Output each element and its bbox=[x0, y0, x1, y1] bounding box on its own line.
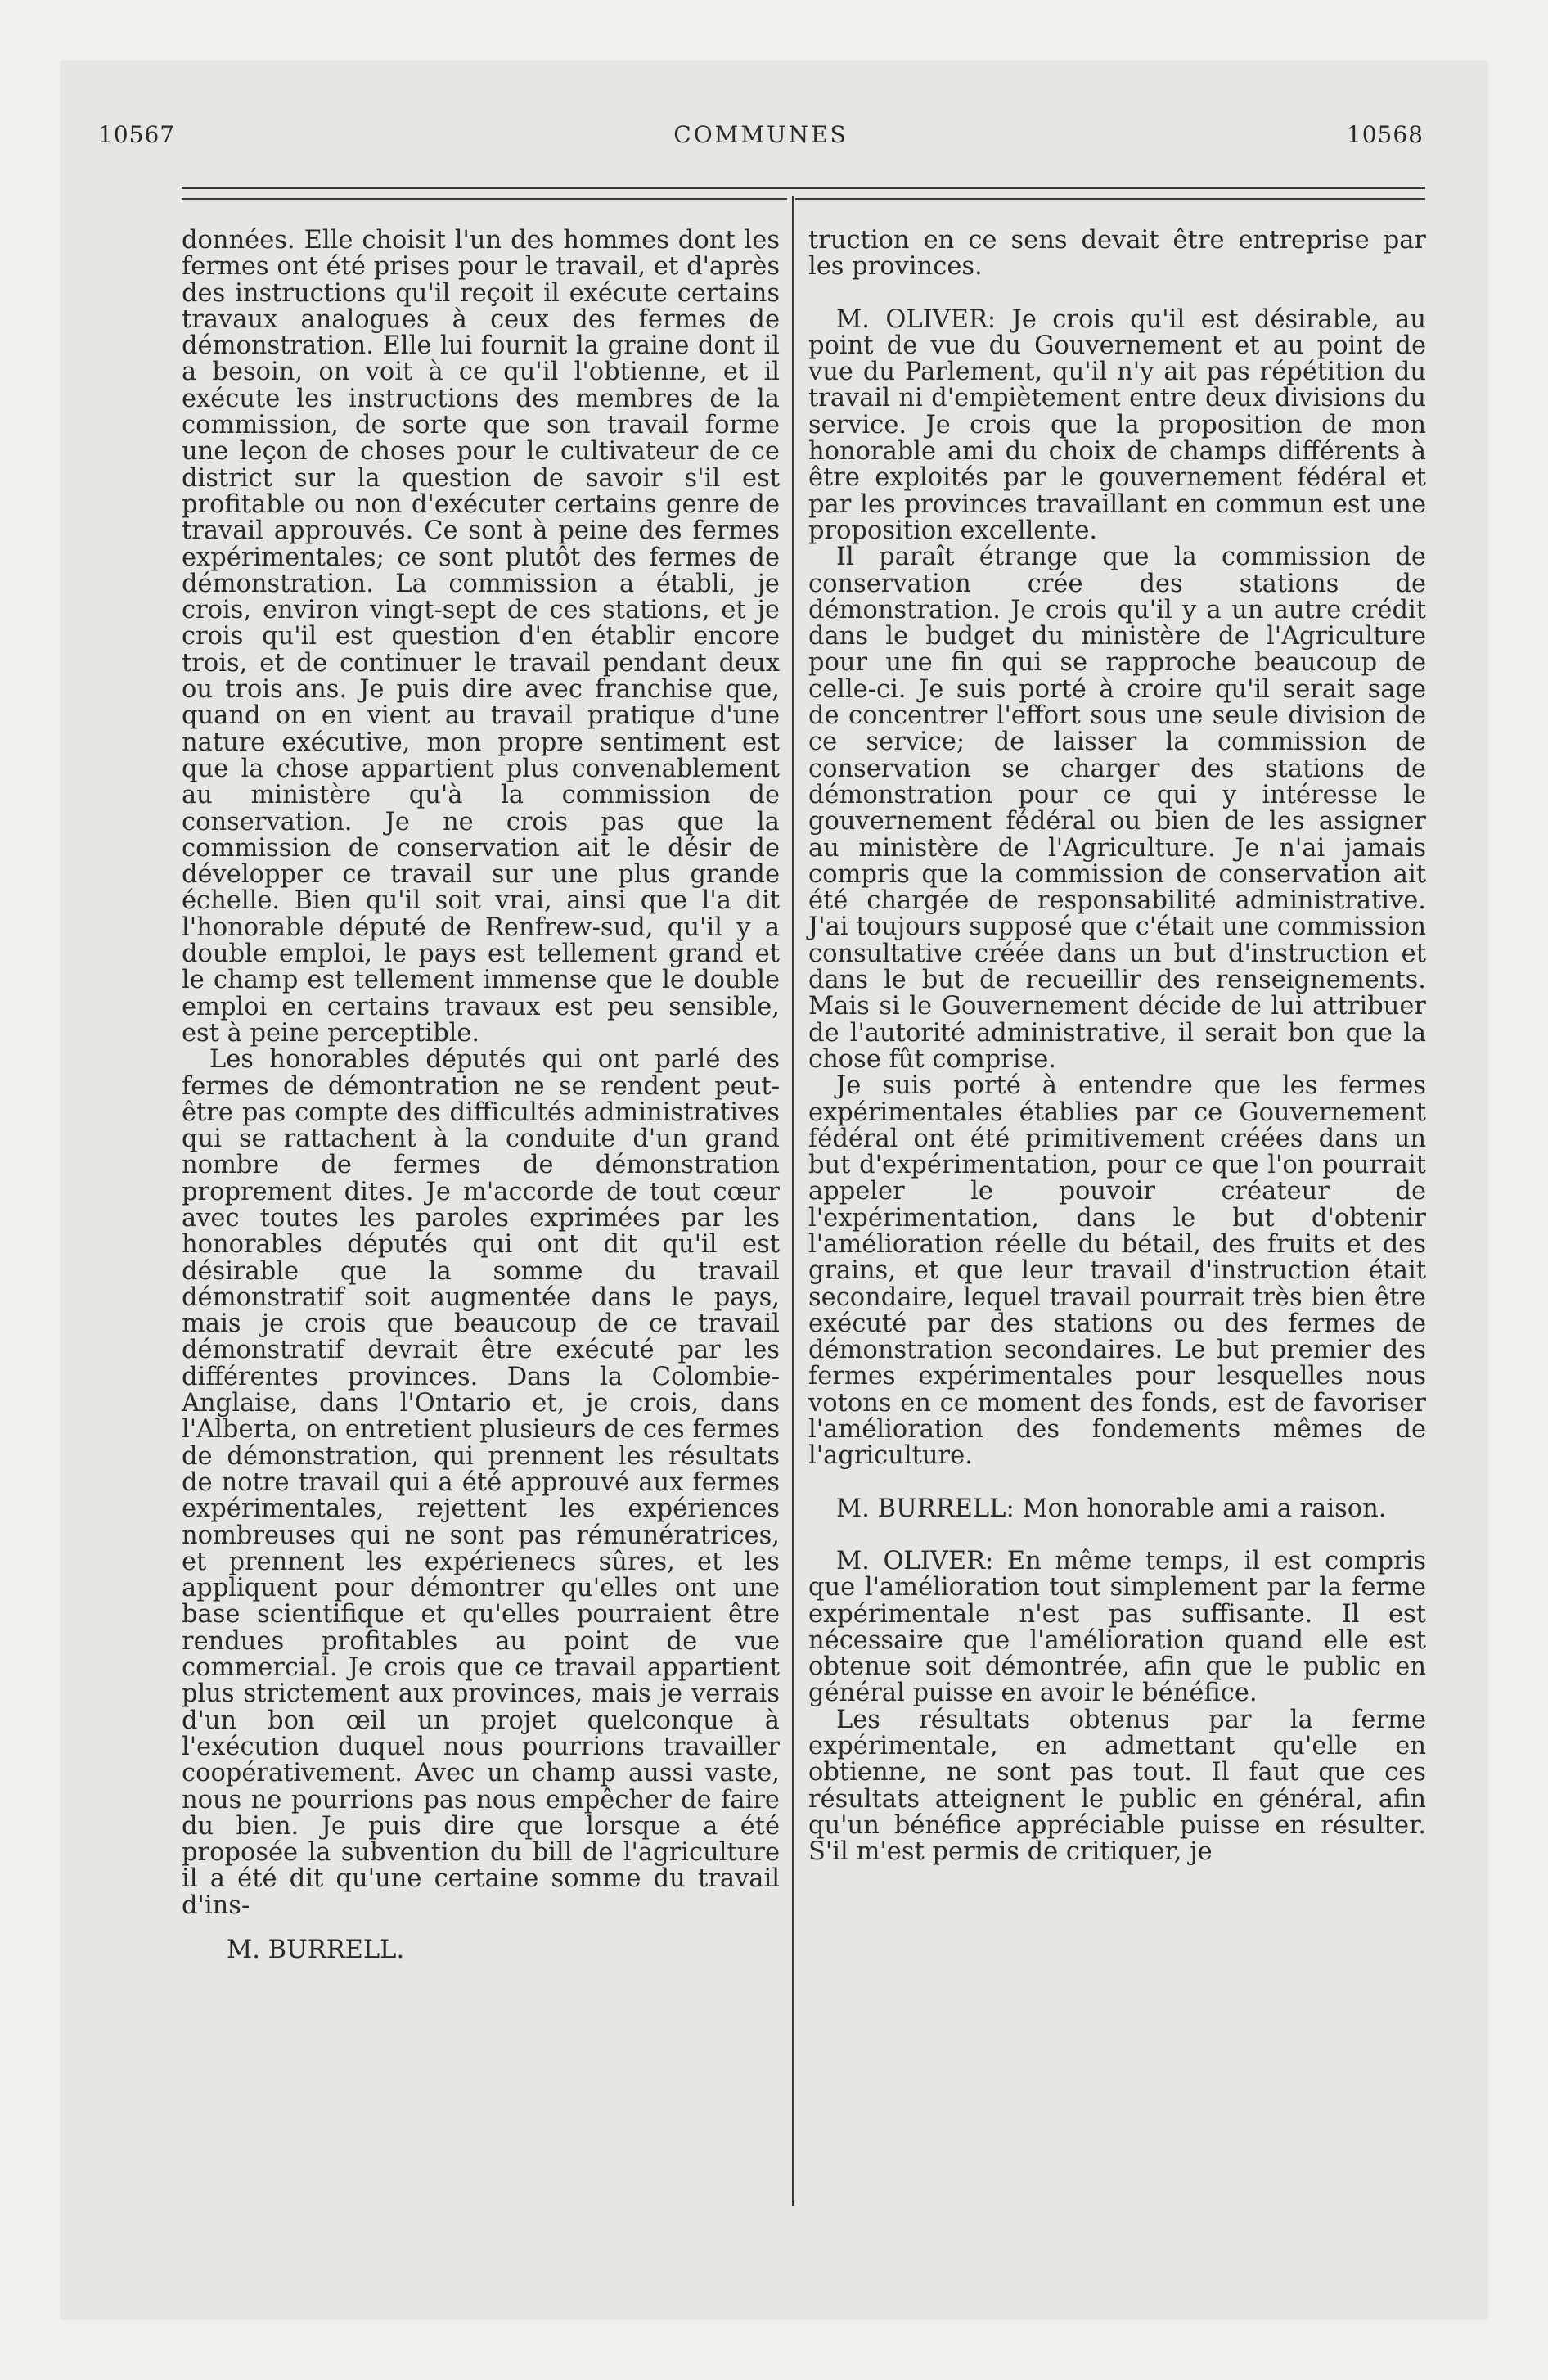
page-title: COMMUNES bbox=[673, 121, 848, 148]
paragraph: Je suis porté à entendre que les fermes expérimentales établies par ce Gouvernement fédéral ont été primitivement créées dans un but d'expérimentation, pour ce que l'on pourrait appeler le pouvoir créateur de l'expérimentation, dans le but d'obtenir l'amélioration réelle du bétail, des fruits et des grains, et que leur travail d'instruction était secondaire, lequel travail pourrait très bien être exécuté par des stations ou des fermes de démonstration secondaires. Le but premier des fermes expérimentales pour lesquelles nous votons en ce moment des fonds, est de favoriser l'amélioration des fondements mêmes de l'agriculture. bbox=[808, 1071, 1426, 1471]
paragraph-oliver: M. OLIVER: Je crois qu'il est désirable, au point de vue du Gouvernement et au point de vue du Parlement, qu'il n'y ait pas répétition du travail ni d'empiètement entre deux divisions du service. Je crois que la proposition de mon honorable ami du choix de champs différents à être exploités par le gouvernement fédéral et par les provinces travaillant en commun est une proposition excellente. bbox=[808, 304, 1426, 545]
right-column bbox=[808, 228, 1426, 1866]
paragraph: Il paraît étrange que la commission de conservation crée des stations de démonstration. Je crois qu'il y a un autre crédit dans le budget du ministère de l'Agriculture pour une fin qui se rapproche beaucoup de celle-ci. Je suis porté à croire qu'il serait sage de concentrer l'effort sous une seule division de ce service; de laisser la commission de conservation se charger des stations de démonstration pour ce qui y intéresse le gouvernement fédéral ou bien de les assigner au ministère de l'Agriculture. Je n'ai jamais compris que la commission de conservation ait été chargée de responsabilité administrative. J'ai toujours supposé que c'était une commission consultative créée dans un but d'instruction et dans le but de recueillir des renseignements. Mais si le Gouvernement décide de lui attribuer de l'autorité administrative, il serait bon que la chose fût comprise. bbox=[808, 543, 1426, 1074]
paragraph: Les honorables députés qui ont parlé des fermes de démontration ne se rendent peut-être pas compte des difficultés administratives qui se rattachent à la conduite d'un grand nombre de fermes de démonstration proprement dites. Je m'accorde de tout cœur avec toutes les paroles exprimées par les honorables députés qui ont dit qu'il est désirable que la somme du travail démonstratif soit augmentée dans le pays, mais je crois que beaucoup de ce travail démonstratif devrait être exécuté par les différentes provinces. Dans la Colombie-Anglaise, dans l'Ontario et, je crois, dans l'Alberta, on entretient plusieurs de ces fermes de démonstration, qui prennent les résultats de notre travail qui a été approuvé aux fermes expérimentales, rejettent les expériences nombreuses qui ne sont pas rémunératrices, et prennent les expérienecs sûres, et les appliquent pour démontrer qu'elles ont une base scientifique et qu'elles pourraient être rendues profitables au point de vue commercial. Je crois que ce travail appartient plus strictement aux provinces, mais je verrais d'un bon œil un projet quelconque à l'exécution duquel nous pourrions travailler coopérativement. Avec un champ aussi vaste, nous ne pourrions pas nous empêcher de faire du bien. Je puis dire que lorsque a été proposée la subvention du bill de l'agriculture il a été dit qu'une certaine somme du travail d'ins- bbox=[182, 1045, 780, 1920]
paragraph: Les résultats obtenus par la ferme expérimentale, en admettant qu'elle en obtienne, ne sont pas tout. Il faut que ces résultats atteignent le public en général, afin qu'un bénéfice appréciable puisse en résulter. S'il m'est permis de critiquer, je bbox=[808, 1705, 1426, 1867]
header-rule-top bbox=[182, 187, 1425, 189]
left-page-number: 10567 bbox=[98, 121, 176, 148]
paragraph: truction en ce sens devait être entreprise par les provinces. bbox=[808, 226, 1426, 282]
page-header bbox=[98, 121, 1424, 154]
paragraph: données. Elle choisit l'un des hommes dont les fermes ont été prises pour le travail, et d'après des instructions qu'il reçoit il exécute certains travaux analogues à ceux des fermes de démonstration. Elle lui fournit la graine dont il a besoin, on voit à ce qu'il l'obtienne, et il exécute les instructions des membres de la commission, de sorte que son travail forme une leçon de choses pour le cultivateur de ce district sur la question de savoir s'il est profitable ou non d'exécuter certains genre de travail approuvés. Ce sont à peine des fermes expérimentales; ce sont plutôt des fermes de démonstration. La commission a établi, je crois, environ vingt-sept de ces stations, et je crois qu'il est question d'en établir encore trois, et de continuer le travail pendant deux ou trois ans. Je puis dire avec franchise que, quand on en vient au travail pratique d'une nature exécutive, mon propre sentiment est que la chose appartient plus convenablement au ministère qu'à la commission de conservation. Je ne crois pas que la commission de conservation ait le désir de développer ce travail sur une plus grande échelle. Bien qu'il soit vrai, ainsi que l'a dit l'honorable député de Renfrew-sud, qu'il y a double emploi, le pays est tellement grand et le champ est tellement immense que le double emploi en certains travaux est peu sensible, est à peine perceptible. bbox=[182, 226, 780, 1048]
header-rule-left bbox=[182, 198, 787, 200]
left-column bbox=[182, 228, 780, 1963]
column-divider bbox=[792, 196, 794, 2206]
paragraph-burrell: M. BURRELL: Mon honorable ami a raison. bbox=[836, 1494, 1387, 1523]
header-rule-right bbox=[795, 198, 1425, 200]
right-page-number: 10568 bbox=[1346, 121, 1424, 148]
paragraph-oliver: M. OLIVER: En même temps, il est compris que l'amélioration tout simplement par la ferme expérimentale n'est pas suffisante. Il est nécessaire que l'amélioration quand elle est obtenue soit démontrée, afin que le public en général puisse en avoir le bénéfice. bbox=[808, 1546, 1426, 1708]
speaker-signature: M. BURRELL. bbox=[227, 1936, 405, 1964]
